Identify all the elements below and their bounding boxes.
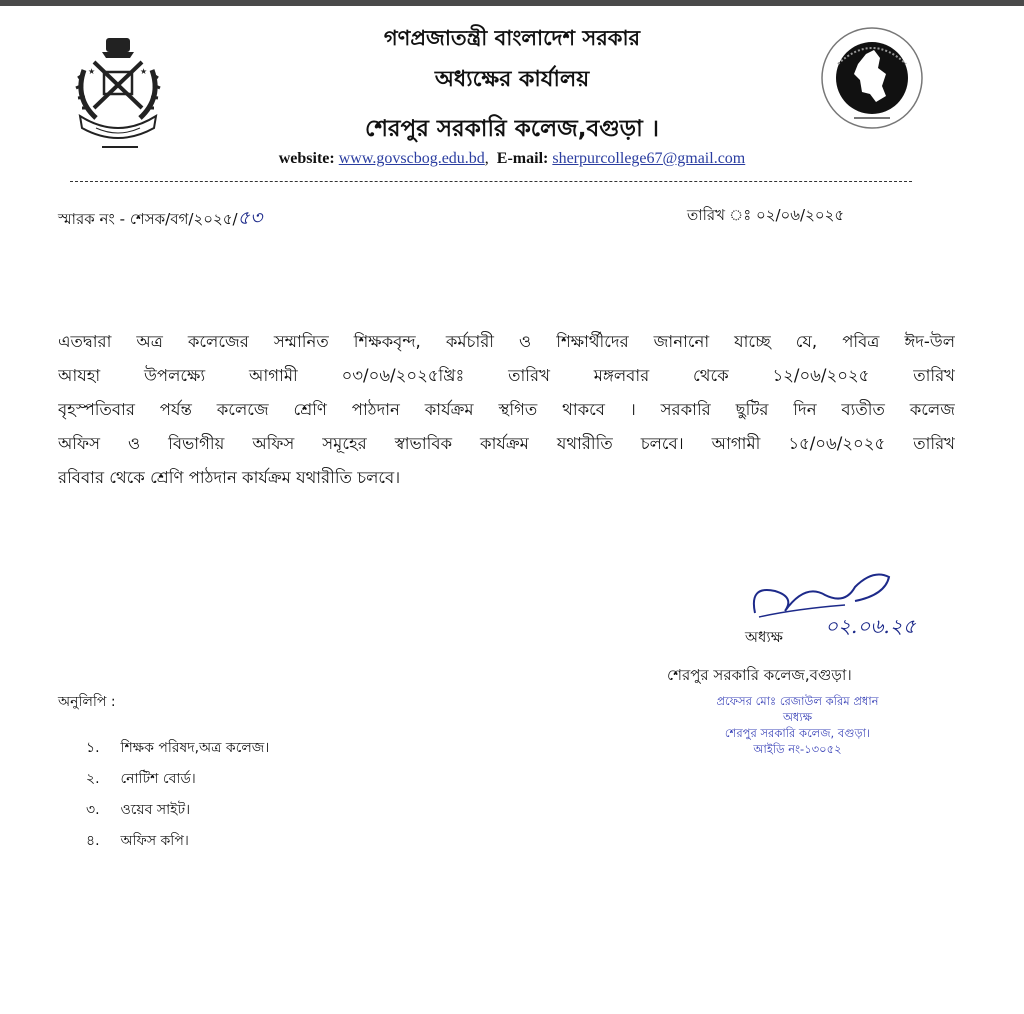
- office-title: অধ্যক্ষের কার্যালয়: [434, 67, 590, 92]
- copies-list: [86, 738, 269, 862]
- stamp-name: প্রফেসর মোঃ রেজাউল করিম প্রধান: [716, 694, 879, 708]
- memo-prefix: স্মারক নং - শেসক/বগ/২০২৫/: [58, 210, 238, 228]
- memo-number: ৫৩: [237, 207, 263, 229]
- stamp-eiin: আইডি নং-১৩০৫২: [753, 742, 842, 756]
- list-item-number: ১.: [86, 740, 100, 756]
- website-label: website:: [278, 150, 335, 167]
- list-item-text: অফিস কপি।: [120, 833, 189, 849]
- college-title: শেরপুর সরকারি কলেজ,বগুড়া ।: [364, 116, 659, 142]
- copies-label: অনুলিপি :: [58, 694, 116, 710]
- list-item-number: ৩.: [86, 802, 100, 818]
- list-item: [86, 769, 269, 800]
- notice-line: এতদ্বারা অত্র কলেজের সম্মানিত শিক্ষকবৃন্দ, কর্মচারী ও শিক্ষার্থীদের জানানো যাচ্ছে যে, পবিত্র ঈদ-উল: [58, 332, 955, 351]
- contact-line: website: www.govscbog.edu.bd, E-mail: sherpurcollege67@gmail.com: [278, 150, 746, 167]
- notice-line: রবিবার থেকে শ্রেণি পাঠদান কার্যক্রম যথারীতি চলবে।: [58, 468, 401, 487]
- list-item: [86, 738, 269, 769]
- svg-text:★: ★: [88, 67, 96, 76]
- scan-edge-line: [0, 0, 1024, 6]
- header-divider: [70, 181, 912, 182]
- notice-line: বৃহস্পতিবার পর্যন্ত কলেজে শ্রেণি পাঠদান কার্যক্রম স্থগিত থাকবে । সরকারি ছুটির দিন ব্যতীত কলেজ: [58, 400, 955, 419]
- signer-title: অধ্যক্ষ: [745, 628, 783, 646]
- government-title: গণপ্রজাতন্ত্রী বাংলাদেশ সরকার: [383, 26, 641, 50]
- website-link[interactable]: www.govscbog.edu.bd: [338, 150, 485, 167]
- svg-text:★: ★: [140, 67, 148, 76]
- list-item-text: ওয়েব সাইট।: [120, 802, 191, 818]
- notice-line: আযহা উপলক্ষ্যে আগামী ০৩/০৬/২০২৫খ্রিঃ তারিখ মঙ্গলবার থেকে ১২/০৬/২০২৫ তারিখ: [58, 366, 955, 385]
- list-item-text: শিক্ষক পরিষদ,অত্র কলেজ।: [120, 740, 270, 756]
- list-item: [86, 800, 269, 831]
- stamp-designation: অধ্যক্ষ: [782, 710, 813, 724]
- list-item-text: নোটিশ বোর্ড।: [120, 771, 196, 787]
- email-link[interactable]: sherpurcollege67@gmail.com: [552, 150, 746, 167]
- email-label: E-mail:: [496, 150, 549, 167]
- list-item-number: ২.: [86, 771, 100, 787]
- memo-reference: [58, 204, 262, 236]
- principal-stamp: [690, 693, 905, 757]
- notice-line: অফিস ও বিভাগীয় অফিস সমূহের স্বাভাবিক কার্যক্রম যথারীতি চলবে। আগামী ১৫/০৬/২০২৫ তারিখ: [58, 434, 955, 453]
- signer-organization: শেরপুর সরকারি কলেজ,বগুড়া।: [667, 666, 852, 684]
- memo-date: তারিখ ঃ ০২/০৬/২০২৫: [687, 206, 845, 224]
- list-item-number: ৪.: [86, 833, 100, 849]
- notice-body: [58, 325, 955, 495]
- list-item: [86, 831, 269, 862]
- signature-date: ০২.০৬.২৫: [825, 614, 916, 638]
- stamp-college: শেরপুর সরকারি কলেজ, বগুড়া।: [724, 726, 871, 740]
